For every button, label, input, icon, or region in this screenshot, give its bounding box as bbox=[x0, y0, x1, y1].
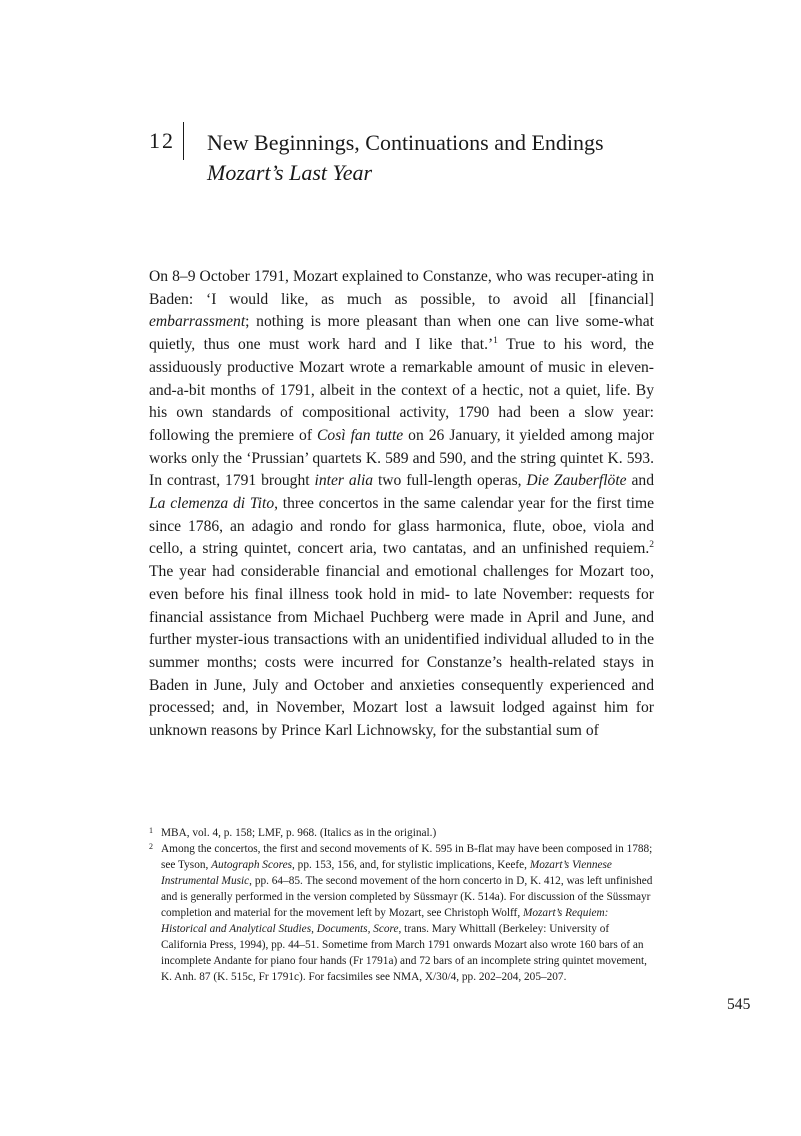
footnotes bbox=[149, 825, 654, 985]
body-text-run: ; nothing is more pleasant than when one can live some-what quietly, thus one must work hard and I like that.’ bbox=[149, 313, 654, 354]
body-emphasis: inter alia bbox=[314, 472, 374, 490]
body-text-run: On 8–9 October 1791, Mozart explained to Constanze, who was recuper-ating in Baden: ‘I would like, as much as possible, to avoid all [financial] bbox=[149, 268, 654, 308]
chapter-divider bbox=[183, 122, 184, 160]
body-text-run: The year had considerable financial and emotional challenges for Mozart too, even before his final illness took hold in mid- to late November: requests for financial assistance from Michael Puchberg were made in April and June, and further myster-ious transactions with an unidentified individual alluded to in the summer months; costs were incurred for Constanze’s health-related stays in Baden in June, July and October and anxieties consequently experienced and processed; and, in November, Mozart lost a lawsuit lodged against him for unknown reasons by Prince Karl Lichnowsky, for the substantial sum of bbox=[149, 563, 654, 740]
footnote-text: , pp. 64–85. The second movement of the horn concerto in D, K. 412, was left unfinished and is generally performed in the version completed by Süssmayr (K. 514a). For discussion of the Süssmayr completion and material for the movement left by Mozart, see Christoph Wolff, bbox=[161, 875, 653, 919]
work-title: Così fan tutte bbox=[317, 426, 404, 444]
chapter-number: 12 bbox=[149, 128, 175, 153]
citation-title: Mozart’s Viennese Instrumental Music bbox=[161, 859, 612, 887]
body-text-run: on 26 January, it yielded among major works only the ‘Prussian’ quartets K. 589 and 590, and the string quintet K. 593. In contrast, 1791 brought bbox=[149, 426, 654, 490]
body-text-run: and bbox=[626, 472, 654, 490]
work-title: La clemenza di Tito bbox=[149, 495, 275, 513]
body-paragraph bbox=[149, 266, 654, 743]
footnote-1 bbox=[149, 825, 654, 841]
footnote-mark: 1 bbox=[149, 826, 153, 835]
footnote-text: MBA, vol. 4, p. 158; LMF, p. 968. (Italics as in the original.) bbox=[161, 827, 437, 839]
footnote-text: , trans. Mary Whittall (Berkeley: University of California Press, 1994), pp. 44–51. Sometime from March 1791 onwards Mozart also wrote 160 bars of an incomplete Andante for piano four hands (Fr 1791a) and 72 bars of an incomplete string quintet movement, K. Anh. 87 (K. 515c, Fr 1791c). For facsimiles see NMA, X/30/4, pp. 202–204, 205–207. bbox=[161, 923, 647, 983]
chapter-subtitle: Mozart’s Last Year bbox=[207, 160, 373, 185]
chapter-title: New Beginnings, Continuations and Endings bbox=[207, 130, 604, 155]
footnote-ref-1[interactable]: 1 bbox=[493, 336, 498, 347]
body-emphasis: embarrassment bbox=[149, 313, 246, 331]
footnote-mark: 2 bbox=[149, 842, 153, 851]
citation-title: Mozart’s Requiem: Historical and Analytical Studies, Documents, Score bbox=[161, 907, 609, 935]
footnote-ref-2[interactable]: 2 bbox=[649, 540, 654, 551]
footnote-2 bbox=[149, 841, 654, 985]
footnote-text: Among the concertos, the first and second movements of K. 595 in B-flat may have been composed in 1788; see Tyson, bbox=[161, 843, 653, 871]
body-text-run: True to his word, the assiduously productive Mozart wrote a remarkable amount of music in eleven-and-a-bit months of 1791, albeit in the context of a hectic, not a quiet, life. By his own standards of compositional activity, 1790 had been a slow year: following the premiere of bbox=[149, 336, 654, 444]
page-number: 545 bbox=[727, 996, 751, 1013]
work-title: Die Zauberflöte bbox=[526, 472, 627, 490]
body-text-run: , three concertos in the same calendar year for the first time since 1786, an adagio and rondo for glass harmonica, flute, oboe, viola and cello, a string quintet, concert aria, two cantatas, and an unfinished requiem. bbox=[149, 495, 654, 558]
footnote-text: , pp. 153, 156, and, for stylistic implications, Keefe, bbox=[292, 859, 530, 871]
citation-title: Autograph Scores bbox=[211, 859, 293, 871]
body-text-run: two full-length operas, bbox=[373, 472, 527, 490]
